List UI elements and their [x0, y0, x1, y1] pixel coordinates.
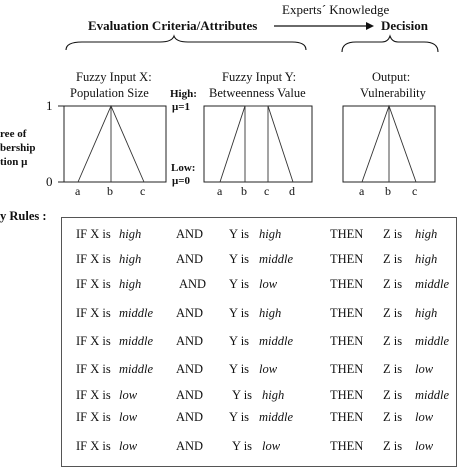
rule-x-value: middle: [119, 362, 154, 376]
rule-y-value: middle: [259, 334, 294, 348]
rule-z-value: high: [415, 227, 438, 241]
rules-table: [61, 217, 457, 467]
rule-y-value: high: [259, 227, 282, 241]
rule-row: [62, 252, 456, 274]
rule-z-value: middle: [415, 277, 450, 291]
rule-if: IF X is: [76, 410, 111, 424]
high-label-line1: High:: [170, 88, 197, 100]
panel-y-tick-d: d: [289, 184, 295, 198]
low-label-line1: Low:: [171, 162, 196, 174]
experts-arrow-head: [366, 22, 374, 30]
rule-z-value: middle: [415, 334, 450, 348]
rule-row: [62, 277, 456, 299]
rule-z-value: high: [415, 252, 438, 266]
evaluation-brace: [66, 36, 306, 50]
rule-y-is: Y is: [229, 227, 250, 241]
rule-y-is: Y is: [232, 388, 253, 402]
rule-and: AND: [176, 334, 204, 348]
rule-y-is: Y is: [232, 439, 253, 453]
rule-x-value: middle: [119, 334, 154, 348]
evaluation-criteria-heading: Evaluation Criteria/Attributes: [88, 18, 258, 33]
rule-z-value: low: [415, 410, 434, 424]
rule-and: AND: [176, 388, 204, 402]
rule-z-value: middle: [415, 388, 450, 402]
rule-z-is: Z is: [383, 252, 403, 266]
rule-x-value: high: [119, 227, 142, 241]
rule-z-is: Z is: [383, 439, 403, 453]
panel-z-title-line2: Vulnerability: [360, 86, 426, 100]
rule-x-value: high: [119, 252, 142, 266]
rule-and: AND: [176, 439, 204, 453]
rule-x-value: low: [119, 439, 138, 453]
panel-x-frame: [64, 106, 166, 182]
decision-heading: Decision: [381, 18, 428, 33]
experts-knowledge-label: Experts´ Knowledge: [282, 2, 390, 17]
rule-row: [62, 439, 456, 461]
rule-row: [62, 388, 456, 410]
membership-label-line2: bership: [0, 142, 36, 154]
rule-y-value: high: [259, 306, 282, 320]
panel-z-tick-b: b: [385, 184, 391, 198]
rule-and: AND: [176, 306, 204, 320]
rule-y-is: Y is: [229, 410, 250, 424]
rule-then: THEN: [330, 410, 364, 424]
rule-z-is: Z is: [383, 334, 403, 348]
rule-and: AND: [176, 362, 204, 376]
membership-label-line3: tion μ: [0, 156, 28, 168]
rule-and: AND: [179, 277, 207, 291]
rule-y-value: middle: [259, 410, 294, 424]
rule-z-is: Z is: [383, 362, 403, 376]
membership-axis-zero: 0: [46, 174, 53, 189]
rule-y-is: Y is: [229, 334, 250, 348]
panel-z-tick-a: a: [359, 184, 365, 198]
rule-y-value: low: [262, 439, 281, 453]
rule-x-value: low: [119, 410, 138, 424]
rule-then: THEN: [330, 277, 364, 291]
rule-y-is: Y is: [229, 252, 250, 266]
panel-x-title-line2: Population Size: [70, 86, 149, 100]
rule-then: THEN: [330, 439, 364, 453]
rule-y-value: low: [259, 362, 278, 376]
rule-row: [62, 227, 456, 249]
rule-y-value: middle: [259, 252, 294, 266]
panel-y-membership-trapezoid: [220, 106, 293, 182]
rule-then: THEN: [330, 306, 364, 320]
rule-z-is: Z is: [383, 306, 403, 320]
panel-y-frame: [204, 106, 312, 182]
rule-then: THEN: [330, 252, 364, 266]
rule-z-is: Z is: [383, 388, 403, 402]
panel-x-tick-b: b: [107, 184, 113, 198]
rule-if: IF X is: [76, 277, 111, 291]
membership-axis-one: 1: [46, 98, 53, 113]
panel-x-tick-c: c: [140, 184, 146, 198]
panel-y-tick-c: c: [264, 184, 270, 198]
rule-x-value: high: [119, 277, 142, 291]
rule-z-value: low: [415, 439, 434, 453]
rule-if: IF X is: [76, 334, 111, 348]
rule-y-is: Y is: [229, 362, 250, 376]
panel-z-tick-c: c: [412, 184, 418, 198]
rule-row: [62, 306, 456, 328]
rule-then: THEN: [330, 362, 364, 376]
rule-if: IF X is: [76, 227, 111, 241]
panel-y-title-line2: Betweenness Value: [209, 86, 306, 100]
rule-if: IF X is: [76, 306, 111, 320]
rule-and: AND: [176, 252, 204, 266]
rule-z-is: Z is: [383, 410, 403, 424]
rule-row: [62, 334, 456, 356]
rule-z-is: Z is: [383, 277, 403, 291]
membership-label-line1: ree of: [0, 128, 27, 140]
panel-z-title-line1: Output:: [372, 70, 411, 84]
rule-and: AND: [176, 227, 204, 241]
rule-z-is: Z is: [383, 227, 403, 241]
rule-then: THEN: [330, 227, 364, 241]
rule-if: IF X is: [76, 362, 111, 376]
rule-row: [62, 362, 456, 384]
rule-y-is: Y is: [229, 277, 250, 291]
rule-if: IF X is: [76, 439, 111, 453]
rule-and: AND: [176, 410, 204, 424]
rule-z-value: high: [415, 306, 438, 320]
rule-y-value: low: [259, 277, 278, 291]
rule-if: IF X is: [76, 252, 111, 266]
rule-z-value: low: [415, 362, 434, 376]
decision-brace: [342, 36, 438, 52]
rule-y-value: high: [262, 388, 285, 402]
panel-y-tick-a: a: [217, 184, 223, 198]
panel-x-title-line1: Fuzzy Input X:: [76, 70, 152, 84]
high-label-line2: μ=1: [172, 101, 191, 113]
rule-then: THEN: [330, 334, 364, 348]
rule-x-value: middle: [119, 306, 154, 320]
low-label-line2: μ=0: [172, 175, 191, 187]
rule-row: [62, 410, 456, 432]
rules-label: y Rules :: [0, 209, 47, 223]
panel-x-tick-a: a: [75, 184, 81, 198]
panel-y-title-line1: Fuzzy Input Y:: [222, 70, 297, 84]
rule-y-is: Y is: [229, 306, 250, 320]
rule-x-value: low: [119, 388, 138, 402]
rule-if: IF X is: [76, 388, 111, 402]
panel-y-tick-b: b: [241, 184, 247, 198]
rule-then: THEN: [330, 388, 364, 402]
